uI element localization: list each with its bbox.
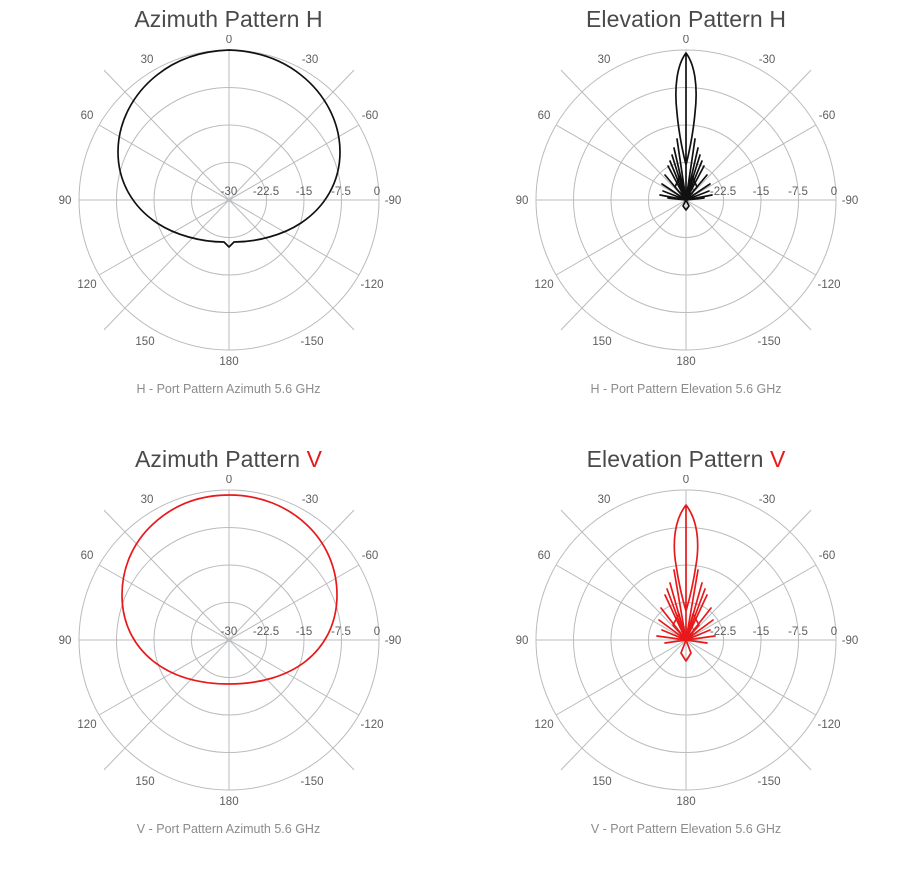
svg-text:-90: -90 (384, 195, 401, 207)
title-port-letter: H (769, 6, 787, 32)
svg-text:150: 150 (592, 776, 612, 788)
svg-text:-30: -30 (301, 54, 318, 66)
svg-text:-120: -120 (817, 719, 841, 731)
svg-text:60: 60 (80, 110, 93, 122)
polar-plot-svg-elevation-v (486, 475, 886, 820)
svg-text:-150: -150 (757, 776, 781, 788)
svg-text:0: 0 (830, 186, 838, 198)
svg-text:-120: -120 (359, 719, 384, 731)
svg-text:-15: -15 (752, 186, 770, 198)
panel-title-azimuth-h (134, 6, 322, 33)
panel-title-elevation-v (587, 446, 786, 473)
panel-elevation-v (457, 440, 915, 881)
title-text: Azimuth Pattern (134, 446, 307, 472)
svg-text:30: 30 (140, 494, 153, 506)
svg-text:-150: -150 (299, 776, 324, 788)
svg-text:120: 120 (76, 279, 97, 291)
title-port-letter: V (306, 446, 323, 472)
svg-text:0: 0 (373, 626, 380, 638)
polar-plot-svg-azimuth-v (29, 475, 429, 820)
caption-azimuth-v: V - Port Pattern Azimuth 5.6 GHz (136, 822, 321, 836)
svg-text:180: 180 (218, 796, 239, 808)
panel-title-elevation-h (586, 6, 786, 33)
svg-text:-22.5: -22.5 (252, 626, 279, 638)
pattern-trace-elevation-v (657, 505, 715, 661)
svg-text:60: 60 (537, 550, 551, 562)
svg-text:120: 120 (534, 279, 554, 291)
caption-elevation-v: V - Port Pattern Elevation 5.6 GHz (590, 822, 782, 836)
svg-text:-30: -30 (758, 54, 776, 66)
svg-text:-60: -60 (818, 110, 836, 122)
svg-text:90: 90 (58, 195, 71, 207)
svg-text:-90: -90 (841, 195, 859, 207)
svg-text:-15: -15 (295, 626, 312, 638)
polar-grid (76, 490, 379, 790)
svg-text:0: 0 (225, 35, 232, 46)
svg-text:30: 30 (140, 54, 153, 66)
panel-elevation-h (457, 0, 915, 440)
svg-text:-120: -120 (817, 279, 841, 291)
svg-text:0: 0 (225, 475, 232, 486)
svg-text:-22.5: -22.5 (709, 186, 737, 198)
svg-text:-22.5: -22.5 (252, 186, 279, 198)
svg-text:-7.5: -7.5 (330, 626, 351, 638)
panel-title-azimuth-v (135, 446, 322, 473)
svg-text:-30: -30 (301, 494, 318, 506)
svg-text:-7.5: -7.5 (788, 186, 808, 198)
svg-text:-30: -30 (220, 186, 237, 198)
svg-text:90: 90 (515, 635, 529, 647)
plot-elevation-v (486, 475, 886, 820)
title-port-letter: V (769, 446, 786, 472)
svg-text:-15: -15 (752, 626, 770, 638)
plot-azimuth-h (29, 35, 429, 380)
svg-text:0: 0 (373, 186, 380, 198)
svg-text:-60: -60 (361, 110, 378, 122)
caption-elevation-h: H - Port Pattern Elevation 5.6 GHz (590, 382, 782, 396)
svg-text:-30: -30 (677, 186, 695, 198)
title-text: Azimuth Pattern (134, 6, 306, 32)
caption-azimuth-h: H - Port Pattern Azimuth 5.6 GHz (136, 382, 321, 396)
panel-azimuth-h (0, 0, 457, 440)
svg-text:-30: -30 (758, 494, 776, 506)
svg-text:-120: -120 (359, 279, 384, 291)
svg-text:90: 90 (58, 635, 71, 647)
svg-text:0: 0 (682, 35, 690, 46)
title-text: Elevation Pattern (586, 446, 770, 472)
svg-text:180: 180 (218, 356, 239, 368)
svg-text:-150: -150 (757, 336, 781, 348)
title-port-letter: H (305, 6, 323, 32)
svg-text:-30: -30 (677, 626, 695, 638)
polar-grid (76, 50, 379, 350)
svg-text:-60: -60 (818, 550, 836, 562)
svg-text:150: 150 (134, 336, 155, 348)
svg-text:60: 60 (80, 550, 93, 562)
svg-text:30: 30 (597, 494, 611, 506)
svg-text:0: 0 (830, 626, 838, 638)
svg-text:120: 120 (76, 719, 97, 731)
radial-tick-labels (220, 186, 380, 198)
svg-text:180: 180 (676, 796, 696, 808)
radial-tick-labels (220, 626, 380, 638)
svg-text:60: 60 (537, 110, 551, 122)
panel-azimuth-v (0, 440, 457, 881)
plot-azimuth-v (29, 475, 429, 820)
svg-text:-90: -90 (384, 635, 401, 647)
svg-text:-15: -15 (295, 186, 312, 198)
svg-text:-60: -60 (361, 550, 378, 562)
svg-text:90: 90 (515, 195, 529, 207)
polar-plot-svg-elevation-h (486, 35, 886, 380)
svg-text:-150: -150 (299, 336, 324, 348)
svg-text:30: 30 (597, 54, 611, 66)
svg-text:120: 120 (534, 719, 554, 731)
pattern-trace-elevation-h (660, 53, 712, 210)
svg-text:150: 150 (592, 336, 612, 348)
svg-text:-30: -30 (220, 626, 237, 638)
plot-elevation-h (486, 35, 886, 380)
title-text: Elevation Pattern (585, 6, 770, 32)
svg-text:180: 180 (676, 356, 696, 368)
polar-plot-svg-azimuth-h (29, 35, 429, 380)
svg-text:150: 150 (134, 776, 155, 788)
svg-text:-7.5: -7.5 (788, 626, 808, 638)
svg-text:-22.5: -22.5 (709, 626, 737, 638)
svg-text:-7.5: -7.5 (330, 186, 351, 198)
svg-text:-90: -90 (841, 635, 859, 647)
svg-text:0: 0 (682, 475, 690, 486)
